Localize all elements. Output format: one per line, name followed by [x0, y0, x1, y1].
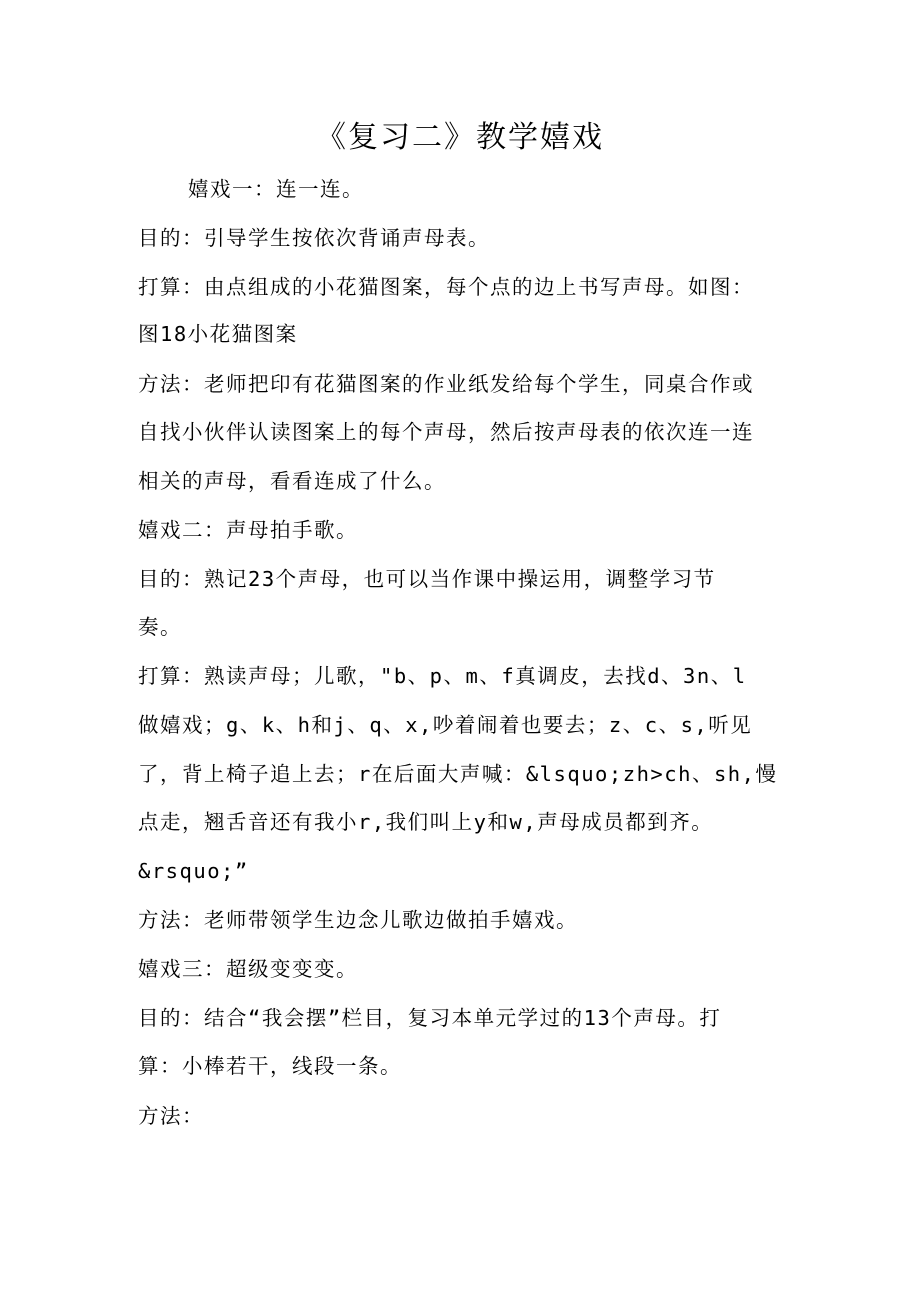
paragraph-line: 目的：引导学生按依次背诵声母表。: [138, 226, 490, 250]
section-heading-game-3: 嬉戏三：超级变变变。: [138, 957, 358, 981]
paragraph-line: 打算：熟读声母；儿歌，"b、p、m、f真调皮，去找d、3n、l: [138, 664, 747, 688]
paragraph-line: 方法：老师把印有花猫图案的作业纸发给每个学生，同桌合作或: [138, 372, 754, 396]
paragraph-line: &rsquo;”: [138, 859, 249, 883]
paragraph-line: 奏。: [138, 615, 182, 639]
paragraph-line: 了，背上椅子追上去；r在后面大声喊：&lsquo;zh>ch、sh,慢: [138, 762, 778, 786]
paragraph-line: 相关的声母，看看连成了什么。: [138, 469, 446, 493]
paragraph-line: 方法：: [138, 1104, 204, 1128]
figure-caption: 图18小花猫图案: [138, 322, 298, 346]
document-title: 《复习二》教学嬉戏: [316, 120, 604, 155]
paragraph-line: 做嬉戏；g、k、h和j、q、x,吵着闹着也要去；z、c、s,听见: [138, 713, 753, 737]
section-heading-game-1: 嬉戏一：连一连。: [188, 177, 364, 201]
paragraph-line: 方法：老师带领学生边念儿歌边做拍手嬉戏。: [138, 908, 578, 932]
paragraph-line: 算：小棒若干，线段一条。: [138, 1054, 402, 1078]
paragraph-line: 点走，翘舌音还有我小r,我们叫上y和w,声母成员都到齐。: [138, 810, 714, 834]
paragraph-line: 自找小伙伴认读图案上的每个声母，然后按声母表的依次连一连: [138, 420, 754, 444]
paragraph-line: 打算：由点组成的小花猫图案，每个点的边上书写声母。如图：: [138, 275, 754, 299]
paragraph-line: 目的：熟记23个声母，也可以当作课中操运用，调整学习节: [138, 567, 716, 591]
paragraph-line: 目的：结合“我会摆”栏目，复习本单元学过的13个声母。打: [138, 1006, 722, 1030]
section-heading-game-2: 嬉戏二：声母拍手歌。: [138, 518, 358, 542]
